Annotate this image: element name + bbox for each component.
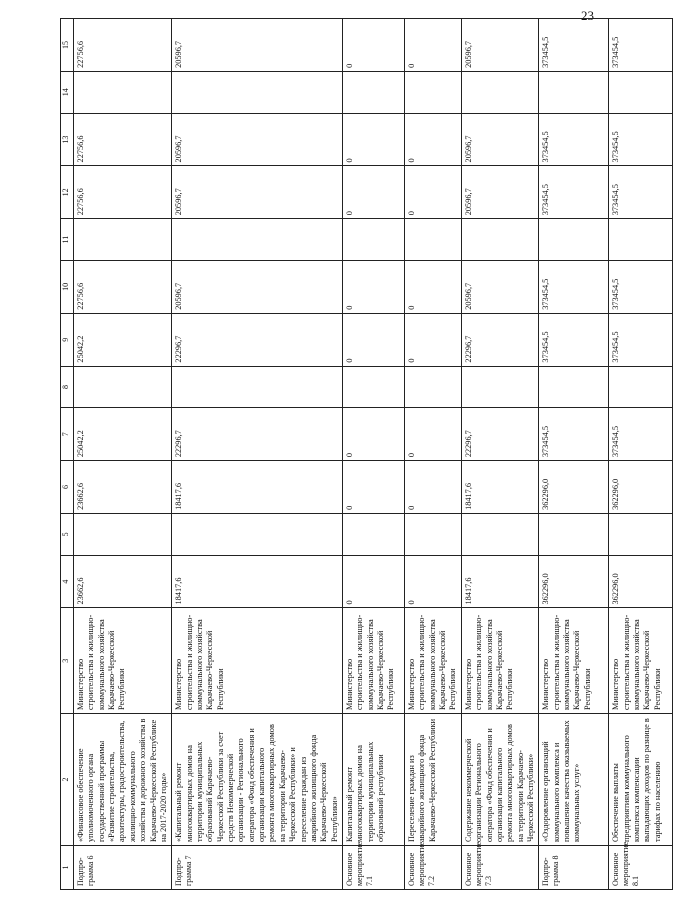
row-code-cell: Основное мероприятие 7.3 <box>461 846 539 890</box>
value-cell: 20596,7 <box>461 113 539 166</box>
row-executor-cell: Министерство строительства и жилищно-коммунального хозяйства Карачаево-Черкесской Республики <box>172 608 343 714</box>
value-cell: 22296,7 <box>461 313 539 366</box>
value-cell: 373454,5 <box>539 19 609 72</box>
value-cell: 0 <box>404 461 461 514</box>
value-cell: 20596,7 <box>172 113 343 166</box>
value-cell <box>74 366 172 408</box>
value-cell: 0 <box>342 261 404 314</box>
value-cell: 373454,5 <box>609 19 673 72</box>
row-executor-cell: Министерство строительства и жилищно-коммунального хозяйства Карачаево-Черкесской Республики <box>74 608 172 714</box>
table-row <box>609 19 673 890</box>
table-row <box>74 19 172 890</box>
row-name-cell: Содержание некоммерческой организации Регионального оператора «Фонд обеспечения и организации капитального ремонта многоквартирных домов на территории Карачаево-Черкесской Республики» <box>461 714 539 846</box>
table-row <box>539 19 609 890</box>
value-cell <box>74 219 172 261</box>
row-executor-cell: Министерство строительства и жилищно-коммунального хозяйства Карачаево-Черкесской Республики <box>539 608 609 714</box>
value-cell: 18417,6 <box>461 461 539 514</box>
value-cell: 0 <box>342 313 404 366</box>
row-code-cell: Подпро-грамма 6 <box>74 846 172 890</box>
row-executor-cell: Министерство строительства и жилищно-коммунального хозяйства Карачаево-Черкесской Республики <box>404 608 461 714</box>
column-number: 2 <box>61 714 74 846</box>
value-cell: 362296,0 <box>609 461 673 514</box>
value-cell: 373454,5 <box>609 313 673 366</box>
column-number: 4 <box>61 555 74 608</box>
column-number: 7 <box>61 408 74 461</box>
value-cell: 373454,5 <box>539 313 609 366</box>
value-cell: 22756,6 <box>74 166 172 219</box>
value-cell: 20596,7 <box>172 19 343 72</box>
value-cell: 0 <box>342 19 404 72</box>
value-cell: 0 <box>404 19 461 72</box>
table-row <box>461 19 539 890</box>
value-cell: 0 <box>342 166 404 219</box>
value-cell <box>172 71 343 113</box>
row-executor-cell: Министерство строительства и жилищно-коммунального хозяйства Карачаево-Черкесской Республики <box>609 608 673 714</box>
value-cell: 20596,7 <box>172 166 343 219</box>
column-number: 6 <box>61 461 74 514</box>
column-number: 15 <box>61 19 74 72</box>
value-cell: 25042,2 <box>74 408 172 461</box>
row-name-cell: Обеспечение выплаты предприятиям коммунального комплекса компенсации выпадающих доходов по разнице в тарифах по населению <box>609 714 673 846</box>
row-name-cell: «Капитальный ремонт многоквартирных домов на территории муниципальных образований Карачаево-Черкесской Республики за счет средств Некоммерческой организации - Регионального оператора «Фонд обеспечения и организации капитального ремонта многоквартирных домов на территории Карачаево-Черкесской Республики» и переселение граждан из аварийного жилищного фонда Карачаево-Черкесской Республики» <box>172 714 343 846</box>
header-row <box>61 19 74 890</box>
value-cell <box>609 513 673 555</box>
value-cell: 18417,6 <box>172 555 343 608</box>
column-number: 1 <box>61 846 74 890</box>
value-cell <box>74 71 172 113</box>
value-cell: 0 <box>342 461 404 514</box>
value-cell <box>539 71 609 113</box>
row-code-cell: Подпро-грамма 8 <box>539 846 609 890</box>
value-cell: 23662,6 <box>74 461 172 514</box>
value-cell <box>461 71 539 113</box>
page-number: 23 <box>581 8 594 23</box>
value-cell: 0 <box>342 408 404 461</box>
value-cell <box>609 219 673 261</box>
value-cell: 373454,5 <box>539 166 609 219</box>
value-cell <box>342 71 404 113</box>
column-number: 5 <box>61 513 74 555</box>
value-cell: 362296,0 <box>539 461 609 514</box>
row-code-cell: Основное мероприятие 7.2 <box>404 846 461 890</box>
value-cell: 373454,5 <box>539 261 609 314</box>
value-cell <box>342 219 404 261</box>
value-cell <box>172 219 343 261</box>
value-cell <box>74 513 172 555</box>
value-cell <box>461 219 539 261</box>
value-cell <box>404 366 461 408</box>
row-name-cell: Капитальный ремонт многоквартирных домов на территории муниципальных образований республики <box>342 714 404 846</box>
value-cell: 373454,5 <box>539 113 609 166</box>
column-number: 12 <box>61 166 74 219</box>
value-cell: 20596,7 <box>461 19 539 72</box>
row-code-cell: Основное мероприятие 8.1 <box>609 846 673 890</box>
value-cell: 0 <box>404 555 461 608</box>
value-cell: 18417,6 <box>172 461 343 514</box>
column-number: 14 <box>61 71 74 113</box>
budget-table <box>60 18 673 890</box>
value-cell: 22756,6 <box>74 113 172 166</box>
value-cell: 25042,2 <box>74 313 172 366</box>
value-cell <box>461 513 539 555</box>
row-name-cell: «Оздоровление организаций коммунального комплекса и повышение качества оказываемых коммунальных услуг» <box>539 714 609 846</box>
value-cell: 373454,5 <box>609 408 673 461</box>
value-cell: 0 <box>404 166 461 219</box>
value-cell <box>404 219 461 261</box>
value-cell: 373454,5 <box>609 261 673 314</box>
column-number: 11 <box>61 219 74 261</box>
column-number: 8 <box>61 366 74 408</box>
value-cell <box>172 513 343 555</box>
value-cell: 373454,5 <box>609 113 673 166</box>
row-executor-cell: Министерство строительства и жилищно-коммунального хозяйства Карачаево-Черкесской Республики <box>342 608 404 714</box>
value-cell: 22296,7 <box>461 408 539 461</box>
value-cell <box>404 71 461 113</box>
value-cell: 0 <box>404 261 461 314</box>
value-cell <box>461 366 539 408</box>
table-row <box>342 19 404 890</box>
value-cell: 362296,0 <box>539 555 609 608</box>
value-cell: 22296,7 <box>172 313 343 366</box>
value-cell: 0 <box>404 408 461 461</box>
rotated-sheet <box>60 18 662 890</box>
table-row <box>404 19 461 890</box>
value-cell <box>609 366 673 408</box>
row-executor-cell: Министерство строительства и жилищно-коммунального хозяйства Карачаево-Черкесской Республики <box>461 608 539 714</box>
value-cell <box>342 366 404 408</box>
value-cell <box>539 513 609 555</box>
value-cell: 18417,6 <box>461 555 539 608</box>
column-number: 3 <box>61 608 74 714</box>
column-number: 9 <box>61 313 74 366</box>
value-cell <box>539 219 609 261</box>
value-cell <box>404 513 461 555</box>
value-cell: 0 <box>404 113 461 166</box>
value-cell <box>172 366 343 408</box>
row-name-cell: «Финансовое обеспечение уполномоченного органа государственной программы «Развитие строительства, архитектуры, градостроительства, жилищно-коммунального хозяйства и дорожного хозяйства в Карачаево-Черкесской Республике на 2017-2020 годы» <box>74 714 172 846</box>
row-code-cell: Подпро-грамма 7 <box>172 846 343 890</box>
column-number: 10 <box>61 261 74 314</box>
row-name-cell: Переселение граждан из аварийного жилищного фонда Карачаево-Черкесской Республики <box>404 714 461 846</box>
value-cell: 20596,7 <box>461 261 539 314</box>
value-cell: 362296,0 <box>609 555 673 608</box>
value-cell: 22756,6 <box>74 261 172 314</box>
value-cell: 22296,7 <box>172 408 343 461</box>
value-cell: 0 <box>404 313 461 366</box>
value-cell <box>539 366 609 408</box>
table-body <box>74 19 673 890</box>
value-cell <box>342 513 404 555</box>
value-cell <box>609 71 673 113</box>
value-cell: 20596,7 <box>172 261 343 314</box>
value-cell: 20596,7 <box>461 166 539 219</box>
column-number: 13 <box>61 113 74 166</box>
row-code-cell: Основное мероприятие 7.1 <box>342 846 404 890</box>
value-cell: 373454,5 <box>539 408 609 461</box>
value-cell: 0 <box>342 555 404 608</box>
table-row <box>172 19 343 890</box>
value-cell: 22756,6 <box>74 19 172 72</box>
value-cell: 0 <box>342 113 404 166</box>
value-cell: 23662,6 <box>74 555 172 608</box>
value-cell: 373454,5 <box>609 166 673 219</box>
